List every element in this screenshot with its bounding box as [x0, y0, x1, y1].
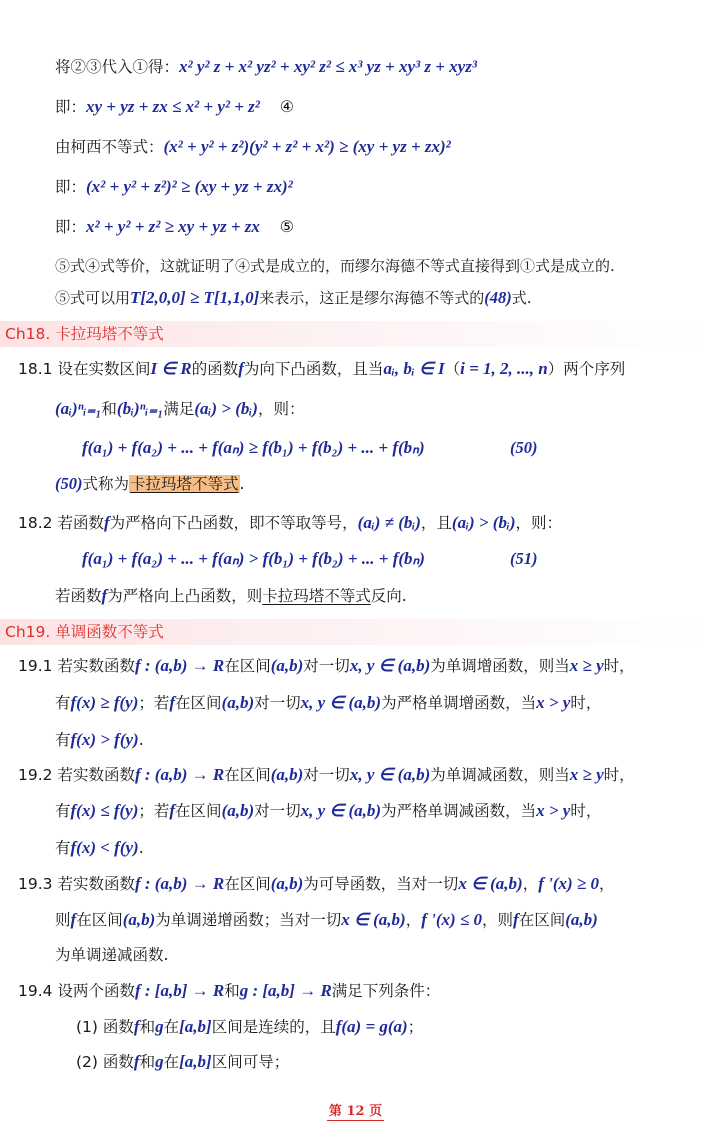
- text: 对一切: [303, 766, 350, 784]
- condition-label: (2): [76, 1053, 98, 1071]
- text: 为单调减函数，则当: [430, 766, 570, 784]
- math: g: [155, 1017, 164, 1036]
- section-number: 18.2: [18, 514, 53, 532]
- text: ，则：: [515, 514, 563, 532]
- highlighted-term: 卡拉玛塔不等式: [130, 475, 239, 493]
- text: 为严格单调减函数，当: [381, 802, 537, 820]
- text: 若实数函数: [57, 657, 135, 675]
- math: x > y: [536, 801, 571, 820]
- equation-50: [82, 437, 425, 459]
- math: x ∈ (a,b): [341, 910, 406, 929]
- text: 若实数函数: [57, 766, 135, 784]
- math: (a,b): [122, 910, 156, 929]
- text: 设在实数区间: [57, 360, 151, 378]
- text: 为可导函数，当对一切: [303, 875, 459, 893]
- equation-number: (50): [510, 438, 538, 457]
- section-number: 19.4: [18, 982, 53, 1000]
- line-text: 式.: [511, 289, 532, 307]
- line-text: 将②③代入①得：: [55, 58, 180, 76]
- text: 为严格向上凸函数，则: [107, 587, 263, 605]
- text: 为严格单调增函数，当: [381, 694, 537, 712]
- line-text: ⑤式可以用: [55, 289, 131, 307]
- line-text: 即：: [55, 98, 87, 116]
- math: I ∈ R: [150, 359, 192, 378]
- text: 在区间: [175, 802, 222, 820]
- math: g : [a,b] → R: [239, 981, 332, 1000]
- text: ）两个序列: [547, 360, 626, 378]
- math: (a,b): [221, 801, 255, 820]
- text: 时，: [603, 657, 635, 675]
- math: x, y ∈ (a,b): [300, 693, 382, 712]
- condition-1: [76, 1016, 423, 1038]
- text: ，: [405, 911, 422, 929]
- math: (aᵢ) ≠ (bᵢ): [357, 513, 421, 532]
- text: 时，: [570, 694, 602, 712]
- math: f(x) < f(y): [70, 838, 139, 857]
- math: f: [70, 910, 77, 929]
- derivation-line-3: [55, 136, 451, 158]
- section-19-4-line-1: [18, 980, 440, 1002]
- strict-karamata-inequality: f(a₁) + f(a₂) + ... + f(aₙ) > f(b₁) + f(b₂) + ... + f(bₙ): [82, 549, 425, 568]
- text: ，则：: [257, 400, 305, 418]
- section-19-3-line-2: [55, 909, 598, 931]
- derivation-line-5: [55, 216, 294, 238]
- derivation-line-4: [55, 176, 293, 198]
- section-18-1-line-4: [55, 473, 244, 495]
- math: f(x) ≥ f(y): [70, 693, 139, 712]
- line-text: 即：: [55, 178, 87, 196]
- math: [a,b]: [179, 1052, 212, 1071]
- text: 若函数: [55, 587, 102, 605]
- text: 反向.: [370, 587, 407, 605]
- text: 式称为: [82, 475, 130, 493]
- math: f : [a,b] → R: [134, 981, 225, 1000]
- math: i = 1, 2, ..., n: [460, 359, 548, 378]
- condition-2: [76, 1051, 289, 1073]
- math: x ≥ y: [569, 765, 604, 784]
- line-text: 来表示，这正是缪尔海德不等式的: [259, 289, 485, 307]
- math: f(x) > f(y): [70, 730, 139, 749]
- text: .: [138, 839, 144, 857]
- inequality-expression: (x² + y² + z²)² ≥ (xy + yz + zx)²: [86, 177, 293, 196]
- math: (bᵢ)ⁿᵢ₌₁: [116, 399, 164, 418]
- equation-marker: ⑤: [279, 217, 294, 236]
- math: x, y ∈ (a,b): [300, 801, 382, 820]
- math: f: [169, 801, 176, 820]
- math: f: [103, 513, 110, 532]
- line-text: 即：: [55, 218, 87, 236]
- math: aᵢ, bᵢ ∈ I: [383, 359, 445, 378]
- text: 为单调递增函数；当对一切: [155, 911, 342, 929]
- text: 在: [163, 1018, 180, 1036]
- text: ，且: [420, 514, 452, 532]
- text: 为向下凸函数，且当: [243, 360, 384, 378]
- page-number: 第 12 页: [327, 1100, 384, 1121]
- math: (a,b): [565, 910, 598, 929]
- equation-51: [82, 548, 425, 570]
- section-19-1-line-2: [55, 692, 601, 714]
- derivation-line-2: [55, 96, 294, 118]
- equation-number: (51): [510, 549, 538, 568]
- section-18-1-line-2: [55, 398, 304, 420]
- text: 有: [55, 694, 71, 712]
- text: 和: [139, 1018, 156, 1036]
- text: 函数: [102, 1053, 134, 1071]
- math: (a,b): [270, 874, 304, 893]
- math: x, y ∈ (a,b): [349, 765, 431, 784]
- chapter-title: Ch18. 卡拉玛塔不等式: [5, 325, 164, 343]
- text: 有: [55, 802, 71, 820]
- derivation-line-7: [55, 287, 532, 309]
- text: .: [239, 475, 245, 493]
- inequality-expression: x² y² z + x² yz² + xy² z² ≤ x³ yz + xy³ z + xyz³: [179, 57, 477, 76]
- math: f: [133, 1017, 140, 1036]
- equation-50-number: [510, 437, 538, 459]
- math: x > y: [536, 693, 571, 712]
- text: ；若: [138, 694, 170, 712]
- math: f(x) ≤ f(y): [70, 801, 139, 820]
- line-text: ⑤式④式等价，这就证明了④式是成立的，而缪尔海德不等式直接得到①式是成立的.: [55, 257, 615, 275]
- text: 和: [139, 1053, 156, 1071]
- text: 时，: [570, 802, 602, 820]
- text: 的函数: [191, 360, 239, 378]
- text: ；: [407, 1018, 424, 1036]
- math: f: [513, 910, 519, 929]
- inequality-expression: (x² + y² + z²)(y² + z² + x²) ≥ (xy + yz + zx)²: [163, 137, 451, 156]
- math: x ∈ (a,b): [458, 874, 523, 893]
- equation-marker: ④: [279, 97, 294, 116]
- math: f '(x) ≥ 0: [538, 874, 600, 893]
- text: 为严格向下凸函数，即不等取等号，: [109, 514, 358, 532]
- underlined-term: 卡拉玛塔不等式: [262, 587, 371, 605]
- section-19-1-line-1: [18, 655, 635, 677]
- text: ；若: [138, 802, 170, 820]
- math: (aᵢ) > (bᵢ): [451, 513, 516, 532]
- section-number: 19.3: [18, 875, 53, 893]
- text: ，: [522, 875, 539, 893]
- text: 对一切: [303, 657, 350, 675]
- math: f : (a,b) → R: [134, 765, 225, 784]
- math: f : (a,b) → R: [134, 656, 225, 675]
- chapter-title: Ch19. 单调函数不等式: [5, 623, 164, 641]
- math: f: [133, 1052, 140, 1071]
- section-19-1-line-3: [55, 729, 144, 751]
- text: 有: [55, 731, 71, 749]
- math: f '(x) ≤ 0: [421, 910, 482, 929]
- text: 在区间: [224, 657, 271, 675]
- text: 若实数函数: [57, 875, 135, 893]
- text: 则: [55, 911, 71, 929]
- chapter-heading-19: [0, 619, 711, 645]
- section-number: 18.1: [18, 360, 53, 378]
- inequality-expression: xy + yz + zx ≤ x² + y² + z²: [86, 97, 260, 116]
- section-19-3-line-1: [18, 873, 615, 895]
- text: .: [138, 731, 144, 749]
- math: f: [238, 359, 244, 378]
- karamata-inequality: f(a₁) + f(a₂) + ... + f(aₙ) ≥ f(b₁) + f(b₂) + ... + f(bₙ): [82, 438, 425, 457]
- math: f: [169, 693, 176, 712]
- section-19-2-line-2: [55, 800, 601, 822]
- text: 若函数: [57, 514, 104, 532]
- text: 在区间: [76, 911, 123, 929]
- section-19-3-line-3: [55, 944, 168, 966]
- text: 区间可导；: [211, 1053, 290, 1071]
- text: 对一切: [254, 694, 301, 712]
- text: ，: [599, 875, 615, 893]
- math: (a,b): [270, 765, 304, 784]
- text: 在区间: [224, 875, 271, 893]
- inequality-expression: x² + y² + z² ≥ xy + yz + zx: [86, 217, 260, 236]
- math: f : (a,b) → R: [134, 874, 225, 893]
- math: [a,b]: [179, 1017, 212, 1036]
- section-18-2-line-3: [55, 585, 407, 607]
- section-number: 19.1: [18, 657, 53, 675]
- text: 函数: [102, 1018, 134, 1036]
- math: x ≥ y: [569, 656, 604, 675]
- section-number: 19.2: [18, 766, 53, 784]
- text: 设两个函数: [57, 982, 135, 1000]
- math: f: [101, 586, 108, 605]
- section-19-2-line-3: [55, 837, 144, 859]
- text: 为单调递减函数.: [55, 946, 169, 964]
- math: f(a) = g(a): [335, 1017, 408, 1036]
- math: x, y ∈ (a,b): [349, 656, 431, 675]
- equation-reference: (48): [484, 288, 512, 307]
- text: ，则: [482, 911, 514, 929]
- math: (aᵢ)ⁿᵢ₌₁: [55, 399, 102, 418]
- line-text: 由柯西不等式：: [55, 138, 164, 156]
- section-18-2-line-1: [18, 512, 562, 534]
- math: (a,b): [270, 656, 304, 675]
- condition-label: (1): [76, 1018, 98, 1036]
- page-footer: [0, 1100, 711, 1121]
- section-19-2-line-1: [18, 764, 635, 786]
- text: 在区间: [175, 694, 222, 712]
- text: 满足下列条件：: [331, 982, 441, 1000]
- math: (aᵢ) > (bᵢ): [194, 399, 258, 418]
- math: (a,b): [221, 693, 255, 712]
- derivation-line-1: [55, 56, 477, 78]
- math: g: [155, 1052, 164, 1071]
- text: 有: [55, 839, 71, 857]
- equation-51-number: [510, 548, 538, 570]
- text: 和: [224, 982, 240, 1000]
- text: 满足: [163, 400, 195, 418]
- text: 和: [101, 400, 117, 418]
- text: 在区间: [224, 766, 271, 784]
- text: 对一切: [254, 802, 301, 820]
- section-18-1-line-1: [18, 358, 625, 380]
- text: 区间是连续的，且: [211, 1018, 336, 1036]
- text: 在区间: [518, 911, 566, 929]
- text: 在: [163, 1053, 180, 1071]
- chapter-heading-18: [0, 321, 711, 347]
- text: 为单调增函数，则当: [430, 657, 570, 675]
- notation-expression: T[2,0,0] ≥ T[1,1,0]: [130, 288, 260, 307]
- equation-reference: (50): [55, 474, 83, 493]
- text: 时，: [603, 766, 635, 784]
- text: （: [444, 360, 461, 378]
- derivation-line-6: [55, 255, 615, 277]
